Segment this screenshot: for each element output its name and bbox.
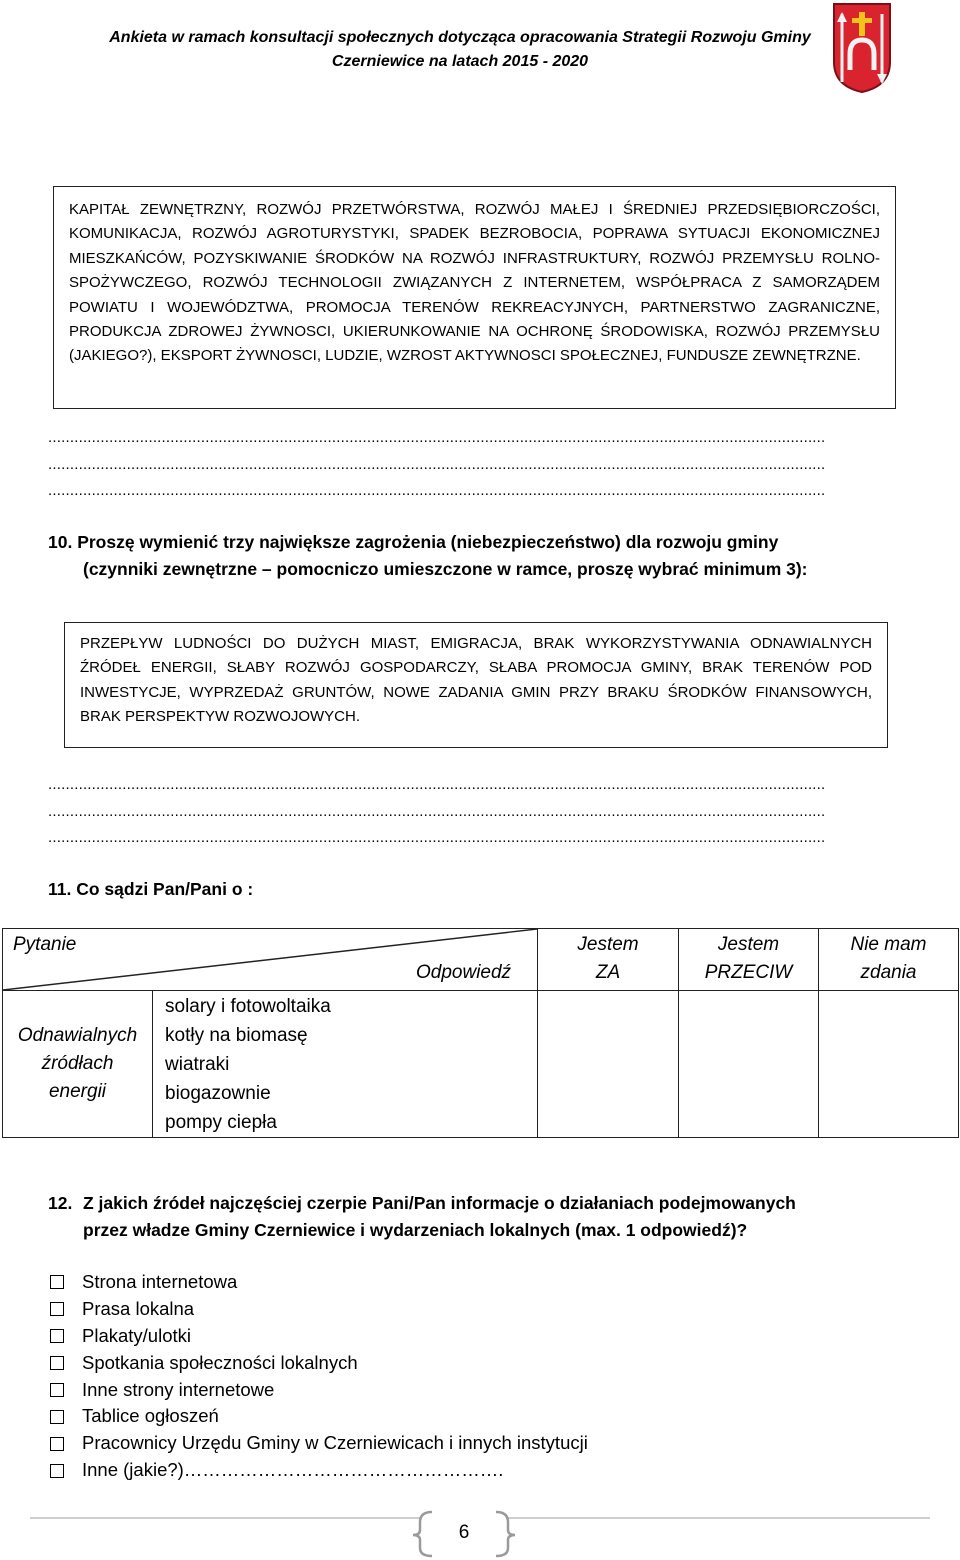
table-header-none-line1: Nie mam <box>850 934 927 955</box>
table-header-question: Pytanie <box>13 934 77 955</box>
answer-area-9[interactable] <box>48 425 912 505</box>
question-10-line1: 10. Proszę wymienić trzy największe zagrożenia (niebezpieczeństwo) dla rozwoju gminy <box>48 532 779 552</box>
check-label: Plakaty/ulotki <box>82 1324 191 1346</box>
answer-line: .................................................................................................................................................................................. <box>48 455 826 473</box>
checkbox[interactable] <box>50 1437 64 1451</box>
answer-cell-against[interactable] <box>679 991 819 1138</box>
check-item[interactable] <box>50 1457 588 1484</box>
answer-line: .................................................................................................................................................................................. <box>48 429 826 446</box>
check-item[interactable] <box>50 1430 588 1457</box>
check-item[interactable] <box>50 1350 588 1377</box>
checkbox[interactable] <box>50 1383 64 1397</box>
table-item: wiatraki <box>165 1054 230 1075</box>
check-item[interactable] <box>50 1269 588 1296</box>
checkbox[interactable] <box>50 1410 64 1424</box>
opportunities-text: KAPITAŁ ZEWNĘTRZNY, ROZWÓJ PRZETWÓRSTWA, ROZWÓJ MAŁEJ I ŚREDNIEJ PRZEDSIĘBIORCZOŚCI, KOMUNIKACJA, ROZWÓJ AGROTURYSTYKI, SPADEK BEZROBOCIA, POPRAWA SYTUACJI EKONOMICZNEJ MIESZKAŃCÓW, POZYSKIWANIE ŚRODKÓW NA ROZWÓJ INFRASTRUKTURY, ROZWÓJ PRZEMYSŁU ROLNO-SPOŻYWCZEGO, ROZWÓJ TECHNOLOGII ZWIĄZANYCH Z INTERNETEM, WSPÓŁPRACA Z SAMORZĄDEM POWIATU I WOJEWÓDZTWA, PROMOCJA TERENÓW REKREACYJNYCH, PARTNERSTWO ZAGRANICZNE, PRODUKCJA ZDROWEJ ŻYWNOSCI, UKIERUNKOWANIE NA OCHRONĘ ŚRODOWISKA, ROZWÓJ PRZEMYSŁU (JAKIEGO?), EKSPORT ŻYWNOSCI, LUDZIE, WZROST AKTYWNOSCI SPOŁECZNEJ, FUNDUSZE ZEWNĘTRZNE. <box>69 201 880 365</box>
answer-line: .................................................................................................................................................................................. <box>48 829 826 846</box>
checkbox[interactable] <box>50 1329 64 1343</box>
table-category-cell <box>3 991 153 1138</box>
answer-line: .................................................................................................................................................................................. <box>48 776 826 793</box>
table-header-against <box>679 929 819 991</box>
checkbox[interactable] <box>50 1302 64 1316</box>
question-11-heading: 11. Co sądzi Pan/Pani o : <box>48 879 254 899</box>
opinion-table <box>2 928 959 1138</box>
table-category-line1: Odnawialnych <box>17 1025 138 1046</box>
check-label: Inne strony internetowe <box>82 1378 275 1400</box>
coat-of-arms-icon <box>832 2 892 94</box>
table-header-for-line1: Jestem <box>577 934 639 955</box>
checkbox[interactable] <box>50 1464 64 1478</box>
check-label: Spotkania społeczności lokalnych <box>82 1351 358 1373</box>
check-item[interactable] <box>50 1377 588 1404</box>
question-12-number: 12. <box>48 1193 73 1213</box>
check-item[interactable] <box>50 1323 588 1350</box>
table-category-line2: źródłach <box>41 1053 114 1074</box>
threats-box <box>64 622 888 748</box>
sources-checklist <box>50 1269 588 1484</box>
table-item: solary i fotowoltaika <box>165 996 331 1017</box>
table-header-for-line2: ZA <box>595 962 621 983</box>
check-label: Inne (jakie?)……………………………………………. <box>82 1459 504 1481</box>
table-header-against-line2: PRZECIW <box>704 962 793 983</box>
threats-text: PRZEPŁYW LUDNOŚCI DO DUŻYCH MIAST, EMIGRACJA, BRAK WYKORZYSTYWANIA ODNAWIALNYCH ŹRÓDEŁ ENERGII, SŁABY ROZWÓJ GOSPODARCZY, SŁABA PROMOCJA GMINY, BRAK TERENÓW POD INWESTYCJE, WYPRZEDAŻ GRUNTÓW, NOWE ZADANIA GMIN PRZY BRAKU ŚRODKÓW FINANSOWYCH, BRAK PERSPEKTYW ROZWOJOWYCH. <box>80 635 872 726</box>
question-12-line2: przez władze Gminy Czerniewice i wydarzeniach lokalnych (max. 1 odpowiedź)? <box>83 1220 748 1240</box>
answer-line: .................................................................................................................................................................................. <box>48 802 826 820</box>
check-label: Strona internetowa <box>82 1271 238 1292</box>
header-title-line1: Ankieta w ramach konsultacji społecznych dotycząca opracowania Strategii Rozwoju Gminy <box>109 29 811 46</box>
check-label: Tablice ogłoszeń <box>82 1405 219 1427</box>
table-item: biogazownie <box>165 1083 271 1104</box>
table-header-no-opinion <box>819 929 959 991</box>
answer-cell-for[interactable] <box>538 991 679 1138</box>
checkbox[interactable] <box>50 1356 64 1370</box>
check-item[interactable] <box>50 1296 588 1323</box>
table-item: kotły na biomasę <box>165 1025 308 1046</box>
table-header-for <box>538 929 679 991</box>
check-item[interactable] <box>50 1403 588 1430</box>
table-category-line3: energii <box>48 1081 107 1102</box>
table-header-against-line1: Jestem <box>717 934 780 955</box>
table-header-none-line2: zdania <box>860 962 917 983</box>
question-10-line2: (czynniki zewnętrzne – pomocniczo umieszczone w ramce, proszę wybrać minimum 3): <box>83 559 808 579</box>
checkbox[interactable] <box>50 1275 64 1289</box>
answer-line: .................................................................................................................................................................................. <box>48 482 826 499</box>
table-items-cell <box>153 991 538 1138</box>
header-title-line2: Czerniewice na latach 2015 - 2020 <box>331 53 589 70</box>
table-header-diagonal-cell <box>3 929 538 991</box>
table-header-answer: Odpowiedź <box>416 962 512 983</box>
answer-area-10[interactable] <box>48 772 912 852</box>
table-item: pompy ciepła <box>165 1112 277 1133</box>
question-12-line1: Z jakich źródeł najczęściej czerpie Pani/Pan informacje o działaniach podejmowanych <box>83 1193 796 1213</box>
check-label: Prasa lokalna <box>82 1297 195 1319</box>
opportunities-box <box>53 186 896 409</box>
check-label: Pracownicy Urzędu Gminy w Czerniewicach i innych instytucji <box>82 1432 588 1454</box>
answer-cell-no-opinion[interactable] <box>819 991 959 1138</box>
page-number: 6 <box>458 1522 470 1543</box>
